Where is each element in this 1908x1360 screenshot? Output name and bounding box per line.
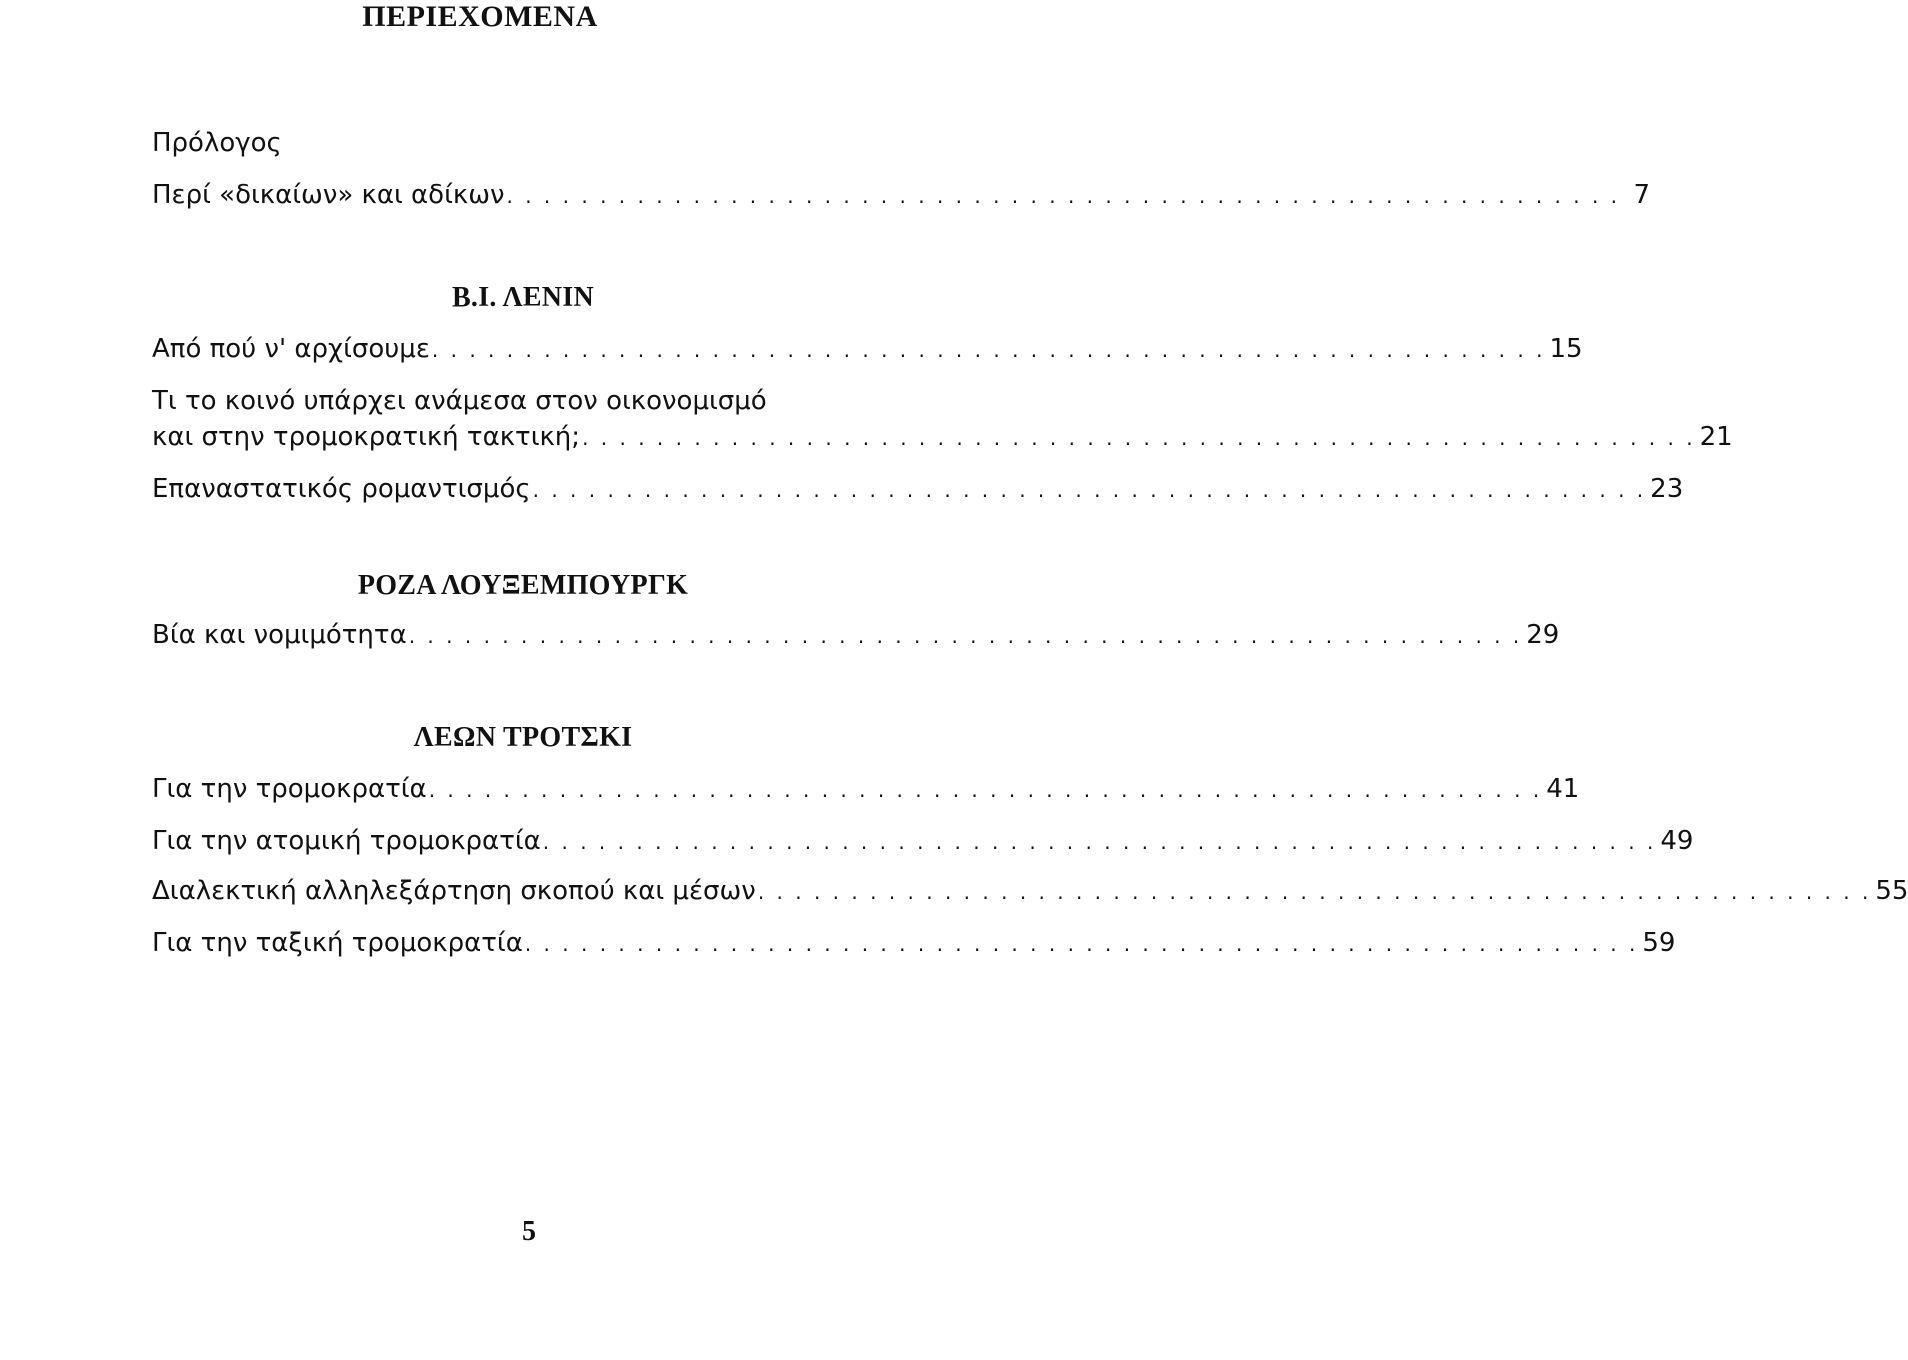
dot-leader: . . . . . . . . . . . . . . . . . . . . . . . . . . . . . . . . . . . . . . . . . . . . . . . . . . . . . . . . . . . . (506, 184, 1621, 208)
toc-entry-page: 59 (1642, 928, 1676, 958)
toc-entry-title: Για την ατομική τρομοκρατία (152, 826, 541, 856)
dot-leader: . . . . . . . . . . . . . . . . . . . . . . . . . . . . . . . . . . . . . . . . . . . . . . . . . . . . . . . . . . . . (428, 778, 1543, 802)
dot-leader: . . . . . . . . . . . . . . . . . . . . . . . . . . . . . . . . . . . . . . . . . . . . . . . . . . . . . . . . . . . . (431, 338, 1546, 362)
toc-entry-page: 7 (1633, 180, 1651, 210)
dot-leader: . . . . . . . . . . . . . . . . . . . . . . . . . . . . . . . . . . . . . . . . . . . . . . . . . . . . . . . . . . . . (757, 880, 1872, 904)
prologue-label: Πρόλογος (152, 128, 282, 158)
toc-entry-title: Διαλεκτική αλληλεξάρτηση σκοπού και μέσων (152, 876, 756, 906)
toc-entry[interactable] (152, 474, 1684, 504)
toc-entry-page: 29 (1526, 620, 1560, 650)
toc-entry-title: Επαναστατικός ρομαντισμός (152, 474, 531, 504)
toc-entry-page: 21 (1699, 422, 1733, 452)
toc-entry[interactable] (152, 180, 1651, 210)
toc-entry[interactable] (152, 876, 1908, 906)
toc-entry-page: 55 (1875, 876, 1908, 906)
dot-leader: . . . . . . . . . . . . . . . . . . . . . . . . . . . . . . . . . . . . . . . . . . . . . . . . . . . . . . . . . . . . (532, 478, 1647, 502)
toc-entry-page: 41 (1546, 774, 1580, 804)
dot-leader: . . . . . . . . . . . . . . . . . . . . . . . . . . . . . . . . . . . . . . . . . . . . . . . . . . . . . . . . . . . . (582, 426, 1696, 450)
toc-entry-title: Για την ταξική τρομοκρατία (152, 928, 523, 958)
section-heading-trotsky: ΛΕΩΝ ΤΡΟΤΣΚΙ (413, 722, 633, 753)
dot-leader: . . . . . . . . . . . . . . . . . . . . . . . . . . . . . . . . . . . . . . . . . . . . . . . . . . . . . . . . . . . . (524, 932, 1639, 956)
toc-entry-page: 23 (1650, 474, 1684, 504)
toc-entry-title: Από πού ν' αρχίσουμε (152, 334, 430, 364)
section-heading-lenin: Β.Ι. ΛΕΝΙΝ (451, 282, 595, 313)
toc-entry-title: Για την τρομοκρατία (152, 774, 427, 804)
toc-entry[interactable] (152, 774, 1580, 804)
dot-leader: . . . . . . . . . . . . . . . . . . . . . . . . . . . . . . . . . . . . . . . . . . . . . . . . . . . . . . . . . . . . (542, 830, 1657, 854)
toc-entry-page: 49 (1660, 826, 1694, 856)
toc-entry[interactable] (152, 826, 1694, 856)
toc-entry-page: 15 (1549, 334, 1583, 364)
toc-entry-title: Περί «δικαίων» και αδίκων (152, 180, 505, 210)
page-title: ΠΕΡΙΕΧΟΜΕΝΑ (362, 0, 598, 33)
toc-entry[interactable] (152, 422, 1733, 452)
toc-entry[interactable] (152, 334, 1583, 364)
page-number: 5 (522, 1216, 536, 1247)
toc-entry-title: Βία και νομιμότητα (152, 620, 407, 650)
dot-leader: . . . . . . . . . . . . . . . . . . . . . . . . . . . . . . . . . . . . . . . . . . . . . . . . . . . . . . . . . . . . (408, 624, 1523, 648)
toc-entry[interactable] (152, 620, 1560, 650)
toc-entry-title: και στην τρομοκρατική τακτική; (152, 422, 581, 452)
toc-entry[interactable] (152, 928, 1676, 958)
section-heading-luxemburg: ΡΟΖΑ ΛΟΥΞΕΜΠΟΥΡΓΚ (357, 570, 689, 601)
toc-entry-title-line1: Τι το κοινό υπάρχει ανάμεσα στον οικονομισμό (152, 386, 767, 416)
